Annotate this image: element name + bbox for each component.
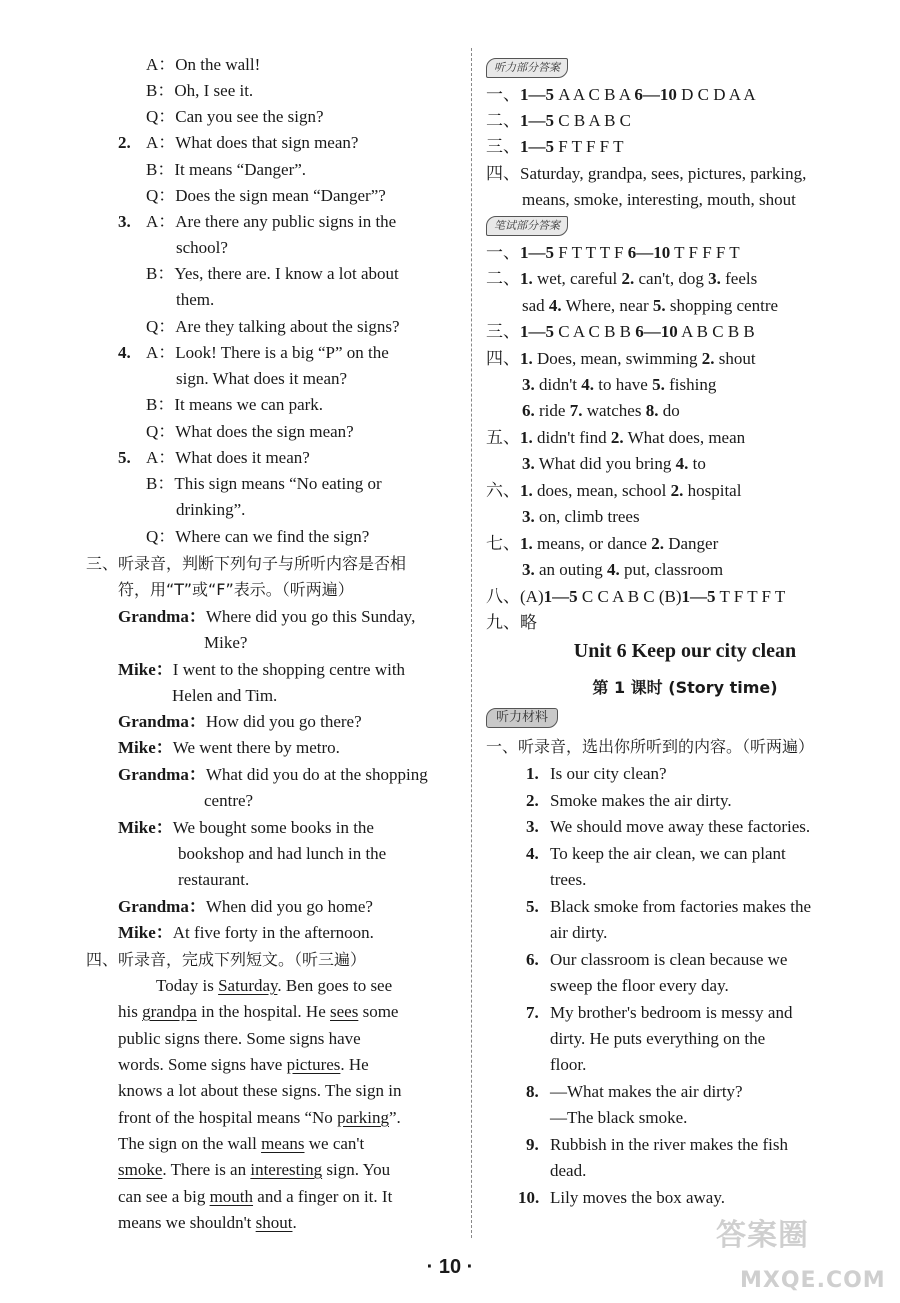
line: B：This sign means “No eating or (146, 474, 382, 493)
line: Mike? (204, 633, 248, 652)
page-number: · 10 · (426, 1256, 474, 1278)
passage-line: means we shouldn't shout. (118, 1213, 297, 1232)
line: centre? (204, 791, 254, 810)
transcript-line: dead. (550, 1161, 587, 1180)
transcript-line: Lily moves the box away. (550, 1188, 725, 1207)
line: restaurant. (178, 870, 250, 889)
passage-line: words. Some signs have pictures. He (118, 1055, 369, 1074)
line: B：Yes, there are. I know a lot about (146, 264, 399, 283)
transcript-line: Rubbish in the river makes the fish (550, 1135, 788, 1154)
answer-line: 六、1. does, mean, school 2. hospital (486, 481, 742, 500)
dialogue-line: Grandma：What did you do at the shopping (118, 765, 428, 784)
dialogue-line: Mike：We bought some books in the (118, 818, 374, 837)
transcript-line: floor. (550, 1055, 587, 1074)
line: drinking”. (176, 500, 246, 519)
passage-line: front of the hospital means “No parking”. (118, 1108, 401, 1127)
answer-line: 一、1—5 A A C B A 6—10 D C D A A (486, 85, 756, 104)
passage-line: The sign on the wall means we can't (118, 1134, 365, 1153)
transcript-line: air dirty. (550, 923, 608, 942)
item-number: 6. (526, 950, 539, 969)
answer-line: 三、1—5 F T F F T (486, 137, 624, 156)
line: school? (176, 238, 228, 257)
line: Q：What does the sign mean? (146, 422, 354, 441)
transcript-line: To keep the air clean, we can plant (550, 844, 786, 863)
watermark-logo: 答案圈 (716, 1218, 809, 1253)
transcript-line: Black smoke from factories makes the (550, 897, 812, 916)
answer-line: 6. ride 7. watches 8. do (522, 401, 680, 420)
section-heading: 三、听录音，判断下列句子与所听内容是否相 (86, 554, 407, 573)
transcript-line: sweep the floor every day. (550, 976, 729, 995)
line: A：What does it mean? (146, 448, 310, 467)
item-number: 3. (118, 212, 131, 231)
line: B：Oh, I see it. (146, 81, 254, 100)
passage-line: public signs there. Some signs have (118, 1029, 361, 1048)
dialogue-line: Mike：At five forty in the afternoon. (118, 923, 374, 942)
line: Q：Can you see the sign? (146, 107, 324, 126)
answer-line: 九、略 (486, 613, 537, 632)
item-number: 5. (526, 897, 539, 916)
line: Q：Does the sign mean “Danger”? (146, 186, 386, 205)
unit-title: Unit 6 Keep our city clean (573, 640, 797, 662)
transcript-line: —The black smoke. (550, 1108, 688, 1127)
line: B：It means we can park. (146, 395, 324, 414)
tag-listening-material: 听力材料 (486, 708, 558, 728)
line: sign. What does it mean? (176, 369, 348, 388)
line: Q：Are they talking about the signs? (146, 317, 400, 336)
answer-line: sad 4. Where, near 5. shopping centre (522, 296, 779, 315)
line: bookshop and had lunch in the (178, 844, 387, 863)
transcript-line: My brother's bedroom is messy and (550, 1003, 793, 1022)
item-number: 3. (526, 817, 539, 836)
dialogue-line: Grandma：How did you go there? (118, 712, 362, 731)
transcript-line: Smoke makes the air dirty. (550, 791, 732, 810)
item-number: 4. (526, 844, 539, 863)
item-number: 7. (526, 1003, 539, 1022)
passage-line: Today is Saturday. Ben goes to see (156, 976, 393, 995)
answer-line: means, smoke, interesting, mouth, shout (522, 190, 796, 209)
dialogue-line: Grandma：When did you go home? (118, 897, 373, 916)
line: A：Look! There is a big “P” on the (146, 343, 389, 362)
passage-line: his grandpa in the hospital. He sees some (118, 1002, 399, 1021)
transcript-line: —What makes the air dirty? (550, 1082, 743, 1101)
passage-line: can see a big mouth and a finger on it. It (118, 1187, 393, 1206)
item-number: 8. (526, 1082, 539, 1101)
passage-line: knows a lot about these signs. The sign in (118, 1081, 402, 1100)
answer-line: 一、1—5 F T T T F 6—10 T F F F T (486, 243, 740, 262)
item-number: 2. (526, 791, 539, 810)
tag-written-answers: 笔试部分答案 (486, 216, 568, 236)
answer-line: 三、1—5 C A C B B 6—10 A B C B B (486, 322, 755, 341)
dialogue-line: Mike：We went there by metro. (118, 738, 340, 757)
answer-line: 四、1. Does, mean, swimming 2. shout (486, 349, 756, 368)
answer-line: 四、Saturday, grandpa, sees, pictures, parking, (486, 164, 807, 183)
item-number: 9. (526, 1135, 539, 1154)
answer-line: 3. What did you bring 4. to (522, 454, 706, 473)
answer-line: 二、1. wet, careful 2. can't, dog 3. feels (486, 269, 758, 288)
lesson-title: 第 1 课时 (Story time) (592, 678, 778, 697)
line: A：Are there any public signs in the (146, 212, 397, 231)
transcript-line: Is our city clean? (550, 764, 667, 783)
transcript-line: Our classroom is clean because we (550, 950, 788, 969)
dialogue-line: Grandma：Where did you go this Sunday, (118, 607, 416, 626)
transcript-line: dirty. He puts everything on the (550, 1029, 766, 1048)
item-number: 1. (526, 764, 539, 783)
item-number: 10. (518, 1188, 540, 1207)
answer-line: 七、1. means, or dance 2. Danger (486, 534, 719, 553)
line: Q：Where can we find the sign? (146, 527, 370, 546)
line: Helen and Tim. (172, 686, 278, 705)
item-number: 2. (118, 133, 131, 152)
answer-line: 五、1. didn't find 2. What does, mean (486, 428, 746, 447)
section-heading: 四、听录音，完成下列短文。（听三遍） (86, 950, 367, 969)
transcript-line: trees. (550, 870, 587, 889)
answer-line: 3. an outing 4. put, classroom (522, 560, 724, 579)
section-heading: 符，用“T”或“F”表示。（听两遍） (118, 580, 354, 599)
answer-line: 二、1—5 C B A B C (486, 111, 632, 130)
item-number: 4. (118, 343, 131, 362)
transcript-line: We should move away these factories. (550, 817, 811, 836)
tag-listening-answers: 听力部分答案 (486, 58, 568, 78)
answer-line: 3. didn't 4. to have 5. fishing (522, 375, 717, 394)
answer-line: 3. on, climb trees (522, 507, 640, 526)
watermark-url: MXQE.COM (740, 1268, 886, 1293)
line: them. (176, 290, 215, 309)
section-heading: 一、听录音，选出你所听到的内容。（听两遍） (486, 737, 815, 756)
line: A：What does that sign mean? (146, 133, 359, 152)
answer-line: 八、(A)1—5 C C A B C (B)1—5 T F T F T (486, 587, 786, 606)
line: A：On the wall! (146, 55, 261, 74)
line: B：It means “Danger”. (146, 160, 307, 179)
item-number: 5. (118, 448, 131, 467)
dialogue-line: Mike：I went to the shopping centre with (118, 660, 406, 679)
passage-line: smoke. There is an interesting sign. You (118, 1160, 391, 1179)
